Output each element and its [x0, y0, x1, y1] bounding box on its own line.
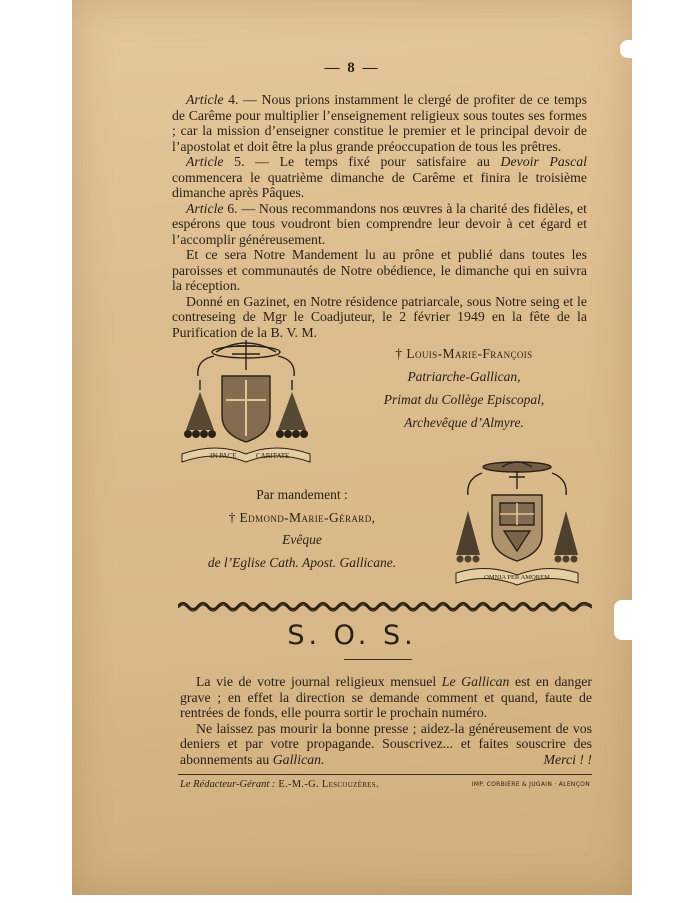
mandement-body: [172, 92, 587, 340]
patriarch-signature: [354, 342, 574, 434]
article-5-text-end: commencera le quatrième dimanche de Carême et finira le troisième dimanche après Pâques.: [172, 169, 587, 200]
journal-title: Gallican.: [272, 751, 325, 767]
paper-tear: [620, 40, 634, 58]
sos-text-segment: Ne laissez pas mourir la bonne presse ; aidez-la généreusement de vos deniers et par votre propagande. Souscrivez... et faites souscrire des abonnements au: [180, 720, 592, 767]
sos-underline: [344, 659, 412, 660]
devoir-pascal: Devoir Pascal: [500, 154, 587, 169]
motto-right: CARITATE: [256, 452, 290, 460]
editor-credit: [180, 779, 379, 790]
bishop-title: Evêque: [282, 532, 322, 547]
article-5: [172, 154, 587, 201]
par-mandement: Par mandement :: [256, 487, 348, 502]
paragraph-mandement: Et ce sera Notre Mandement lu au prône et publié dans toutes les paroisses et communautés de Notre obédience, le dimanche qui en suivra la réception.: [172, 247, 587, 293]
sos-paragraph-2: [180, 721, 592, 768]
bishop-name: † Edmond-Marie-Gérard,: [228, 509, 376, 525]
sos-text-segment: est en danger grave ; en effet la direction se demande comment et quand, faute de rentrées de fonds, elle pourra sortir le prochain numéro.: [180, 674, 592, 720]
motto: OMNIA PER AMOREM: [484, 574, 550, 581]
footer-rule: [178, 774, 592, 775]
paragraph-donne: Donné en Gazinet, en Notre résidence patriarcale, sous Notre seing et le contreseing de Mgr le Coadjuteur, le 2 février 1949 en la fête de la Purification de la B. V. M.: [172, 293, 587, 340]
article-6: [172, 201, 587, 248]
page-number: — 8 —: [324, 60, 380, 76]
sos-text-segment: La vie de votre journal religieux mensuel: [196, 674, 442, 689]
editor-label: Le Rédacteur-Gérant :: [180, 779, 276, 790]
document-page: [72, 0, 632, 895]
article-label: Article: [186, 154, 224, 169]
article-label: Article: [186, 200, 224, 216]
article-6-text: 6. — Nous recommandons nos œuvres à la charité des fidèles, et espérons que tous voudront bien comprendre leur devoir à cet égard et l’accomplir généreusement.: [172, 200, 587, 247]
journal-title: Le Gallican: [441, 674, 510, 689]
article-5-text: 5. — Le temps fixé pour satisfaire au: [223, 154, 501, 169]
ornamental-divider: [178, 600, 592, 612]
article-4: [172, 92, 587, 154]
thanks-text: Merci ! !: [543, 751, 592, 767]
patriarch-title: Patriarche-Gallican,: [407, 369, 521, 384]
sos-appeal: [180, 674, 592, 767]
article-label: Article: [186, 92, 224, 107]
article-4-text: 4. — Nous prions instamment le clergé de profiter de ce temps de Carême pour multiplier l’enseignement religieux sous toutes ses formes ; car la mission d’enseigner constitue le premier et le principal devoir de l’apostolat et doit être la plus grande préoccupation de tous les prêtres.: [172, 92, 587, 154]
bishop-church: de l’Eglise Cath. Apost. Gallicane.: [207, 554, 397, 570]
patriarch-coat-of-arms: [176, 330, 316, 470]
sos-paragraph-1: [180, 674, 592, 721]
printer-credit: IMP. CORBIÈRE & JUGAIN · ALENÇON: [471, 781, 590, 788]
patriarch-title: Archevêque d’Almyre.: [404, 415, 524, 430]
motto-left: IN PACE: [210, 452, 237, 460]
bishop-coat-of-arms: [452, 455, 582, 590]
editor-name: E.-M.-G. Lescouzères.: [275, 779, 379, 790]
countersignature: [182, 484, 422, 574]
patriarch-title: Primat du Collège Episcopal,: [383, 392, 545, 407]
sos-heading: S. O. S.: [287, 620, 417, 651]
patriarch-name: † Louis-Marie-François: [395, 346, 533, 361]
